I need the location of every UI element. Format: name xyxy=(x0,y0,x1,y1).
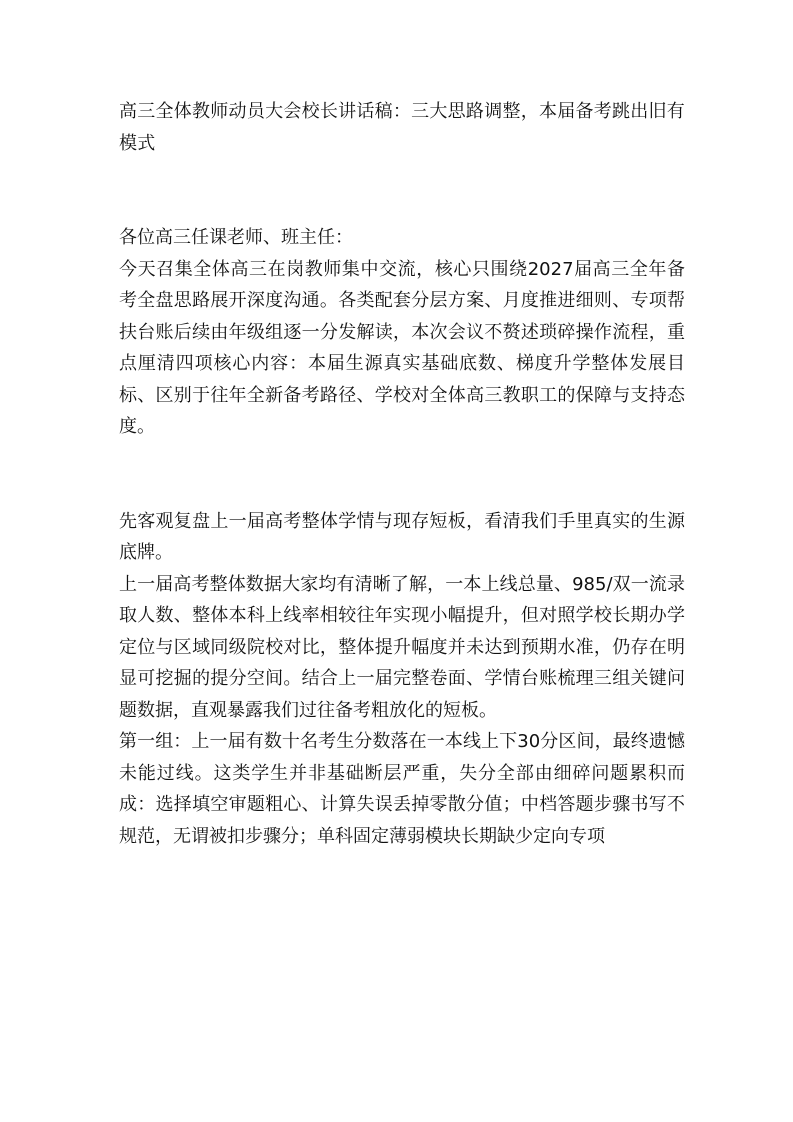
paragraph-last-year-data: 上一届高考整体数据大家均有清晰了解，一本上线总量、985/双一流录取人数、整体本科上线率相较往年实现小幅提升，但对照学校长期办学定位与区域同级院校对比，整体提升幅度并未达到预期水准，仍存在明显可挖掘的提分空间。结合上一届完整卷面、学情台账梳理三组关键问题数据，直观暴露我们过往备考粗放化的短板。 xyxy=(119,573,685,721)
spacer xyxy=(119,159,685,222)
paragraph-group-one: 第一组：上一届有数十名考生分数落在一本线上下30分区间，最终遗憾未能过线。这类学生并非基础断层严重，失分全部由细碎问题累积而成：选择填空审题粗心、计算失误丢掉零散分值；中档答题步骤书写不规范，无谓被扣步骤分；单科固定薄弱模块长期缺少定向专项 xyxy=(119,731,685,847)
paragraph-intro: 今天召集全体高三在岗教师集中交流，核心只围绕2027届高三全年备考全盘思路展开深度沟通。各类配套分层方案、月度推进细则、专项帮扶台账后续由年级组逐一分发解读，本次会议不赘述琐碎操作流程，重点厘清四项核心内容：本届生源真实基础底数、梯度升学整体发展目标、区别于往年全新备考路径、学校对全体高三教职工的保障与支持态度。 xyxy=(119,258,685,437)
spacer xyxy=(119,443,685,506)
document-title: 高三全体教师动员大会校长讲话稿：三大思路调整，本届备考跳出旧有模式 xyxy=(119,101,685,154)
document-body xyxy=(119,96,685,852)
paragraph-review-lead: 先客观复盘上一届高考整体学情与现存短板，看清我们手里真实的生源底牌。 xyxy=(119,510,685,563)
salutation: 各位高三任课老师、班主任： xyxy=(119,227,353,248)
